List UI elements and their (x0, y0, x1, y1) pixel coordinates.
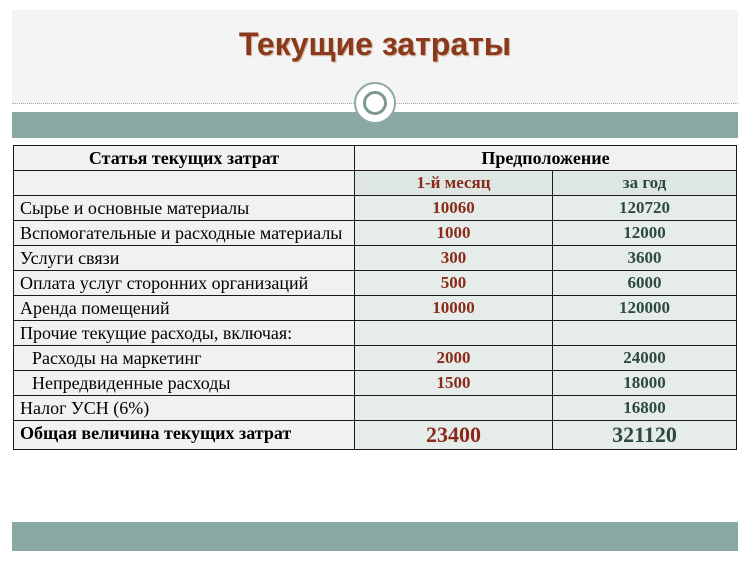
row-year: 12000 (553, 221, 737, 246)
row-item: Вспомогательные и расходные материалы (14, 221, 355, 246)
bottom-band (12, 522, 738, 551)
table-row (14, 296, 737, 321)
row-item: Аренда помещений (14, 296, 355, 321)
row-year: 3600 (553, 246, 737, 271)
total-month: 23400 (355, 421, 553, 450)
circle-ornament-icon (354, 82, 396, 124)
table-row (14, 221, 737, 246)
row-year (553, 321, 737, 346)
row-month: 1500 (355, 371, 553, 396)
row-item: Налог УСН (6%) (14, 396, 355, 421)
row-year: 18000 (553, 371, 737, 396)
table-row (14, 371, 737, 396)
row-month: 10000 (355, 296, 553, 321)
row-year: 16800 (553, 396, 737, 421)
row-item: Услуги связи (14, 246, 355, 271)
row-year: 24000 (553, 346, 737, 371)
table-row (14, 396, 737, 421)
table-header-row (14, 146, 737, 171)
table-total-row (14, 421, 737, 450)
row-month: 10060 (355, 196, 553, 221)
circle-ornament-inner (363, 91, 387, 115)
header-year: за год (553, 171, 737, 196)
total-item: Общая величина текущих затрат (14, 421, 355, 450)
row-month: 2000 (355, 346, 553, 371)
row-year: 120000 (553, 296, 737, 321)
table-row (14, 196, 737, 221)
table-row (14, 346, 737, 371)
page-title: Текущие затраты (238, 26, 512, 62)
row-year: 120720 (553, 196, 737, 221)
row-year: 6000 (553, 271, 737, 296)
table-row (14, 246, 737, 271)
header-month: 1-й месяц (355, 171, 553, 196)
row-item: Прочие текущие расходы, включая: (14, 321, 355, 346)
table-row (14, 271, 737, 296)
row-item: Непредвиденные расходы (14, 371, 355, 396)
row-item: Сырье и основные материалы (14, 196, 355, 221)
row-month (355, 321, 553, 346)
row-month: 1000 (355, 221, 553, 246)
row-month: 300 (355, 246, 553, 271)
header-assumption: Предположение (355, 146, 737, 171)
row-month (355, 396, 553, 421)
row-item: Оплата услуг сторонних организаций (14, 271, 355, 296)
table-row (14, 321, 737, 346)
costs-table (13, 145, 737, 450)
subheader-empty (14, 171, 355, 196)
table-subheader-row (14, 171, 737, 196)
total-year: 321120 (553, 421, 737, 450)
row-month: 500 (355, 271, 553, 296)
header-item: Статья текущих затрат (14, 146, 355, 171)
row-item: Расходы на маркетинг (14, 346, 355, 371)
